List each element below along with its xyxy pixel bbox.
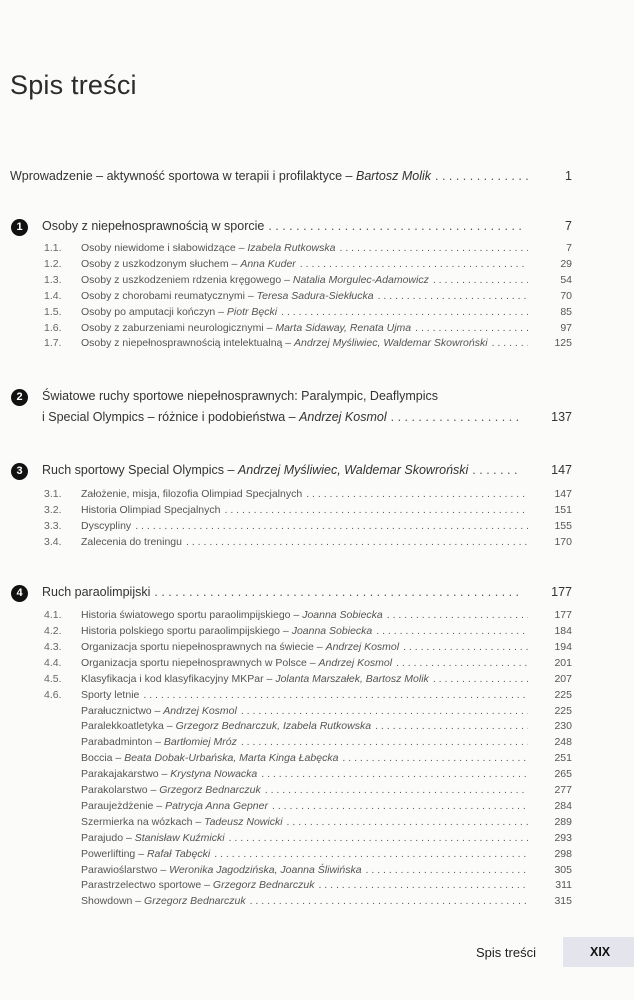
entry-author: Tadeusz Nowicki <box>204 815 283 828</box>
leader-dots <box>261 768 528 780</box>
chapter-title: Ruch paraolimpijski <box>42 585 151 599</box>
entry-text <box>81 536 182 548</box>
chapter-title-line2: i Special Olympics – różnice i podobieństwa – <box>42 410 300 424</box>
page-number: 7 <box>566 242 572 254</box>
section-number: 1.2. <box>44 257 62 270</box>
leader-dots <box>366 864 528 876</box>
leader-dots <box>492 337 528 349</box>
page-number: 29 <box>560 257 572 270</box>
footer-running-title: Spis treści <box>476 945 536 960</box>
entry-title: Szermierka na wózkach – <box>81 815 205 828</box>
entry-author: Krystyna Nowacka <box>170 768 258 781</box>
page-number: 1 <box>565 169 572 183</box>
page-number: 7 <box>565 219 572 233</box>
entry-author: Joanna Sobiecka <box>291 624 373 637</box>
entry-text <box>81 895 246 907</box>
page-number: 293 <box>554 831 572 844</box>
section-number: 1.3. <box>44 273 62 286</box>
entry-title: Założenie, misja, filozofia Olimpiad Specjalnych <box>81 488 303 500</box>
page-title: Spis treści <box>10 70 137 101</box>
entry-author: Beata Dobak-Urbańska, Marta Kinga Łabęcka <box>124 752 339 765</box>
leader-dots <box>143 689 528 701</box>
toc-section[interactable] <box>44 322 572 334</box>
section-number: 4.5. <box>44 672 62 685</box>
page-number: 251 <box>554 752 572 765</box>
entry-text <box>81 864 362 876</box>
leader-dots <box>154 585 522 599</box>
leader-dots <box>433 274 528 286</box>
entry-author: Bartosz Molik <box>355 169 432 183</box>
page-number: 305 <box>554 863 572 876</box>
entry-text <box>81 800 268 812</box>
entry-text <box>81 274 429 286</box>
section-number: 3.2. <box>44 503 62 516</box>
entry-text <box>81 720 371 732</box>
entry-title: Parakajakarstwo – <box>81 768 171 781</box>
leader-dots <box>375 720 528 732</box>
toc-section[interactable] <box>44 536 572 548</box>
entry-text <box>81 673 429 685</box>
page-number: 137 <box>551 410 572 424</box>
toc-section[interactable] <box>44 657 572 669</box>
entry-title: Osoby z niepełnosprawnością intelektualną – <box>81 337 295 350</box>
page-number: 147 <box>551 463 572 477</box>
chapter-number-badge: 4 <box>11 585 28 602</box>
page-number: 248 <box>554 736 572 749</box>
toc-chapter-4[interactable] <box>42 585 572 599</box>
entry-text <box>81 625 372 637</box>
entry-text <box>81 520 131 532</box>
entry-author: Natalia Morgulec-Adamowicz <box>292 273 429 286</box>
leader-dots <box>229 832 528 844</box>
leader-dots <box>241 705 528 717</box>
entry-title: Organizacja sportu niepełnosprawnych w Polsce – <box>81 656 319 669</box>
page-number: 155 <box>554 519 572 532</box>
page-number: 284 <box>554 799 572 812</box>
section-number: 3.3. <box>44 519 62 532</box>
toc-section[interactable] <box>44 290 572 302</box>
entry-text <box>81 689 139 701</box>
toc-subsection[interactable] <box>81 816 572 828</box>
leader-dots <box>339 242 528 254</box>
section-number: 4.1. <box>44 609 62 621</box>
toc-entry-intro[interactable] <box>10 169 572 183</box>
page-number: 230 <box>554 720 572 733</box>
entry-author: Grzegorz Bednarczuk, Izabela Rutkowska <box>175 720 372 733</box>
page-number: 277 <box>554 784 572 796</box>
chapter-title: Ruch sportowy Special Olympics – <box>42 463 238 477</box>
entry-title: Paralekkoatletyka – <box>81 720 176 733</box>
entry-author: Andrzej Myśliwiec, Waldemar Skowroński <box>294 337 488 350</box>
page-number: 265 <box>554 768 572 781</box>
entry-author: Grzegorz Bednarczuk <box>144 895 246 908</box>
entry-text <box>81 337 488 349</box>
entry-author: Piotr Bęcki <box>226 305 278 318</box>
page-number: 289 <box>554 815 572 828</box>
section-number: 1.5. <box>44 305 62 318</box>
toc-section[interactable] <box>44 641 572 653</box>
toc-subsection[interactable] <box>81 879 572 891</box>
entry-title: Parabadminton – <box>81 736 164 749</box>
chapter-title-line1[interactable]: Światowe ruchy sportowe niepełnosprawnych: Paralympic, Deaflympics <box>42 389 439 403</box>
entry-title: Osoby z uszkodzeniem rdzenia kręgowego – <box>81 273 293 286</box>
leader-dots <box>272 800 528 812</box>
entry-text <box>81 768 257 780</box>
entry-text <box>42 463 468 477</box>
entry-text <box>81 848 210 860</box>
entry-text <box>42 410 387 424</box>
entry-title: Parałucznictwo – <box>81 704 164 717</box>
leader-dots <box>342 752 528 764</box>
toc-subsection[interactable] <box>81 800 572 812</box>
entry-text <box>81 504 220 516</box>
entry-title: Dyscypliny <box>81 519 132 532</box>
entry-author: Bartłomiej Mróz <box>163 736 237 749</box>
page-number: 147 <box>554 488 572 500</box>
leader-dots <box>415 322 528 334</box>
leader-dots <box>387 609 528 621</box>
page-number: 177 <box>551 585 572 599</box>
entry-title: Organizacja sportu niepełnosprawnych na świecie – <box>81 640 326 653</box>
entry-text <box>81 879 314 891</box>
toc-section[interactable] <box>44 306 572 318</box>
entry-title: Paraujeżdżenie – <box>81 799 166 812</box>
entry-title: Osoby z chorobami reumatycznymi – <box>81 289 257 302</box>
entry-text <box>81 641 399 653</box>
entry-author: Rafał Tabęcki <box>146 847 211 860</box>
entry-title: Boccia – <box>81 752 125 765</box>
toc-section[interactable] <box>44 504 572 516</box>
leader-dots <box>318 879 528 891</box>
entry-author: Weronika Jagodzińska, Joanna Śliwińska <box>169 863 362 876</box>
leader-dots <box>241 736 528 748</box>
entry-title: Powerlifting – <box>81 847 147 860</box>
entry-author: Izabela Rutkowska <box>247 242 336 254</box>
leader-dots <box>396 657 528 669</box>
entry-author: Patrycja Anna Gepner <box>165 799 268 812</box>
entry-title: Klasyfikacja i kod klasyfikacyjny MKPar – <box>81 672 276 685</box>
page-number: 177 <box>554 609 572 621</box>
leader-dots <box>250 895 528 907</box>
leader-dots <box>403 641 528 653</box>
entry-title: Parakolarstwo – <box>81 784 160 796</box>
leader-dots <box>300 258 528 270</box>
page-number: 125 <box>554 337 572 350</box>
toc-chapter-1[interactable] <box>42 219 572 233</box>
toc-subsection[interactable] <box>81 895 572 907</box>
entry-author: Andrzej Kosmol <box>163 704 237 717</box>
entry-text <box>81 306 277 318</box>
section-number: 3.1. <box>44 488 62 500</box>
leader-dots <box>391 410 522 424</box>
entry-text <box>81 736 237 748</box>
page-number: 207 <box>554 672 572 685</box>
page-number: 70 <box>560 289 572 302</box>
section-number: 1.6. <box>44 321 62 334</box>
toc-section[interactable] <box>44 609 572 621</box>
entry-title: Parajudo – <box>81 831 135 844</box>
entry-author: Marta Sidaway, Renata Ujma <box>275 321 412 334</box>
entry-title: Osoby z zaburzeniami neurologicznymi – <box>81 321 276 334</box>
entry-author: Stanisław Kuźmicki <box>134 831 225 844</box>
toc-section[interactable] <box>44 689 572 701</box>
page-number: 97 <box>560 321 572 334</box>
entry-author: Grzegorz Bednarczuk <box>212 879 315 892</box>
toc-subsection[interactable] <box>81 784 572 796</box>
page-number: 315 <box>554 895 572 908</box>
toc-subsection[interactable] <box>81 705 572 717</box>
entry-text <box>81 784 261 796</box>
toc-subsection[interactable] <box>81 736 572 748</box>
leader-dots <box>265 784 528 796</box>
page-number: 225 <box>554 688 572 701</box>
section-number: 1.7. <box>44 337 62 350</box>
page-number: 201 <box>554 656 572 669</box>
toc-chapter-3[interactable] <box>42 463 572 477</box>
page-number: 225 <box>554 704 572 717</box>
toc-section[interactable] <box>44 673 572 685</box>
entry-title: Sporty letnie <box>81 688 140 701</box>
chapter-number-badge: 3 <box>11 463 28 480</box>
leader-dots <box>287 816 528 828</box>
entry-title: Historia Olimpiad Specjalnych <box>81 503 221 516</box>
toc-subsection[interactable] <box>81 832 572 844</box>
chapter-title: Osoby z niepełnosprawnością w sporcie <box>42 219 265 233</box>
chapter-number-badge: 1 <box>11 219 28 236</box>
page-number: 311 <box>555 879 572 892</box>
entry-text <box>81 290 374 302</box>
entry-author: Grzegorz Bednarczuk <box>159 784 261 796</box>
leader-dots <box>281 306 528 318</box>
entry-text <box>81 322 411 334</box>
entry-title: Parastrzelectwo sportowe – <box>81 879 213 892</box>
entry-author: Jolanta Marszałek, Bartosz Molik <box>275 672 429 685</box>
entry-author: Andrzej Kosmol <box>318 656 393 669</box>
toc-subsection[interactable] <box>81 848 572 860</box>
leader-dots <box>376 625 528 637</box>
footer-page-number: XIX <box>590 945 611 959</box>
toc-section[interactable] <box>44 242 572 254</box>
section-number: 4.3. <box>44 640 62 653</box>
entry-title: Osoby z uszkodzonym słuchem – <box>81 257 241 270</box>
leader-dots <box>378 290 528 302</box>
page-number: 184 <box>554 624 572 637</box>
entry-text <box>81 609 383 621</box>
page-number: 298 <box>554 847 572 860</box>
entry-title: Historia światowego sportu paraolimpijskiego – <box>81 609 303 621</box>
entry-title: Showdown – <box>81 895 145 908</box>
page-number: 151 <box>554 503 572 516</box>
entry-text <box>10 169 431 183</box>
leader-dots <box>433 673 528 685</box>
entry-title: Osoby po amputacji kończyn – <box>81 305 227 318</box>
entry-text <box>81 258 296 270</box>
entry-text <box>81 832 225 844</box>
page-number: 194 <box>554 640 572 653</box>
entry-author: Anna Kuder <box>240 257 296 270</box>
page-number: 170 <box>554 535 572 548</box>
toc-subsection[interactable] <box>81 752 572 764</box>
entry-title: Zalecenia do treningu <box>81 535 182 548</box>
entry-text <box>81 705 237 717</box>
section-number: 3.4. <box>44 535 62 548</box>
entry-text <box>81 242 335 254</box>
toc-section[interactable] <box>44 274 572 286</box>
leader-dots <box>186 536 528 548</box>
entry-author: Joanna Sobiecka <box>302 609 383 621</box>
leader-dots <box>435 169 528 183</box>
toc-subsection[interactable] <box>81 864 572 876</box>
toc-subsection[interactable] <box>81 768 572 780</box>
entry-text <box>81 752 338 764</box>
leader-dots <box>214 848 528 860</box>
entry-title: Wprowadzenie – aktywność sportowa w terapii i profilaktyce – <box>10 169 356 183</box>
leader-dots <box>472 463 522 477</box>
section-number: 4.2. <box>44 624 62 637</box>
entry-author: Andrzej Kosmol <box>325 640 400 653</box>
toc-section[interactable] <box>44 488 572 500</box>
toc-section[interactable] <box>44 337 572 349</box>
toc-chapter-2[interactable] <box>42 410 572 424</box>
toc-subsection[interactable] <box>81 720 572 732</box>
section-number: 4.4. <box>44 656 62 669</box>
section-number: 1.1. <box>44 242 62 254</box>
page-number: 85 <box>560 305 572 318</box>
page-number: 54 <box>560 273 572 286</box>
leader-dots <box>268 219 522 233</box>
section-number: 1.4. <box>44 289 62 302</box>
entry-title: Osoby niewidome i słabowidzące – <box>81 242 248 254</box>
leader-dots <box>224 504 528 516</box>
leader-dots <box>135 520 528 532</box>
entry-text <box>81 488 302 500</box>
toc-section[interactable] <box>44 520 572 532</box>
entry-title: Parawioślarstwo – <box>81 863 170 876</box>
entry-author: Teresa Sadura-Siekłucka <box>256 289 374 302</box>
entry-author: Andrzej Kosmol <box>299 410 387 424</box>
toc-section[interactable] <box>44 625 572 637</box>
section-number: 4.6. <box>44 688 62 701</box>
chapter-number-badge: 2 <box>11 389 28 406</box>
leader-dots <box>306 488 528 500</box>
entry-author: Andrzej Myśliwiec, Waldemar Skowroński <box>237 463 469 477</box>
entry-text <box>81 816 283 828</box>
toc-section[interactable] <box>44 258 572 270</box>
entry-text <box>81 657 392 669</box>
entry-title: Historia polskiego sportu paraolimpijskiego – <box>81 624 292 637</box>
